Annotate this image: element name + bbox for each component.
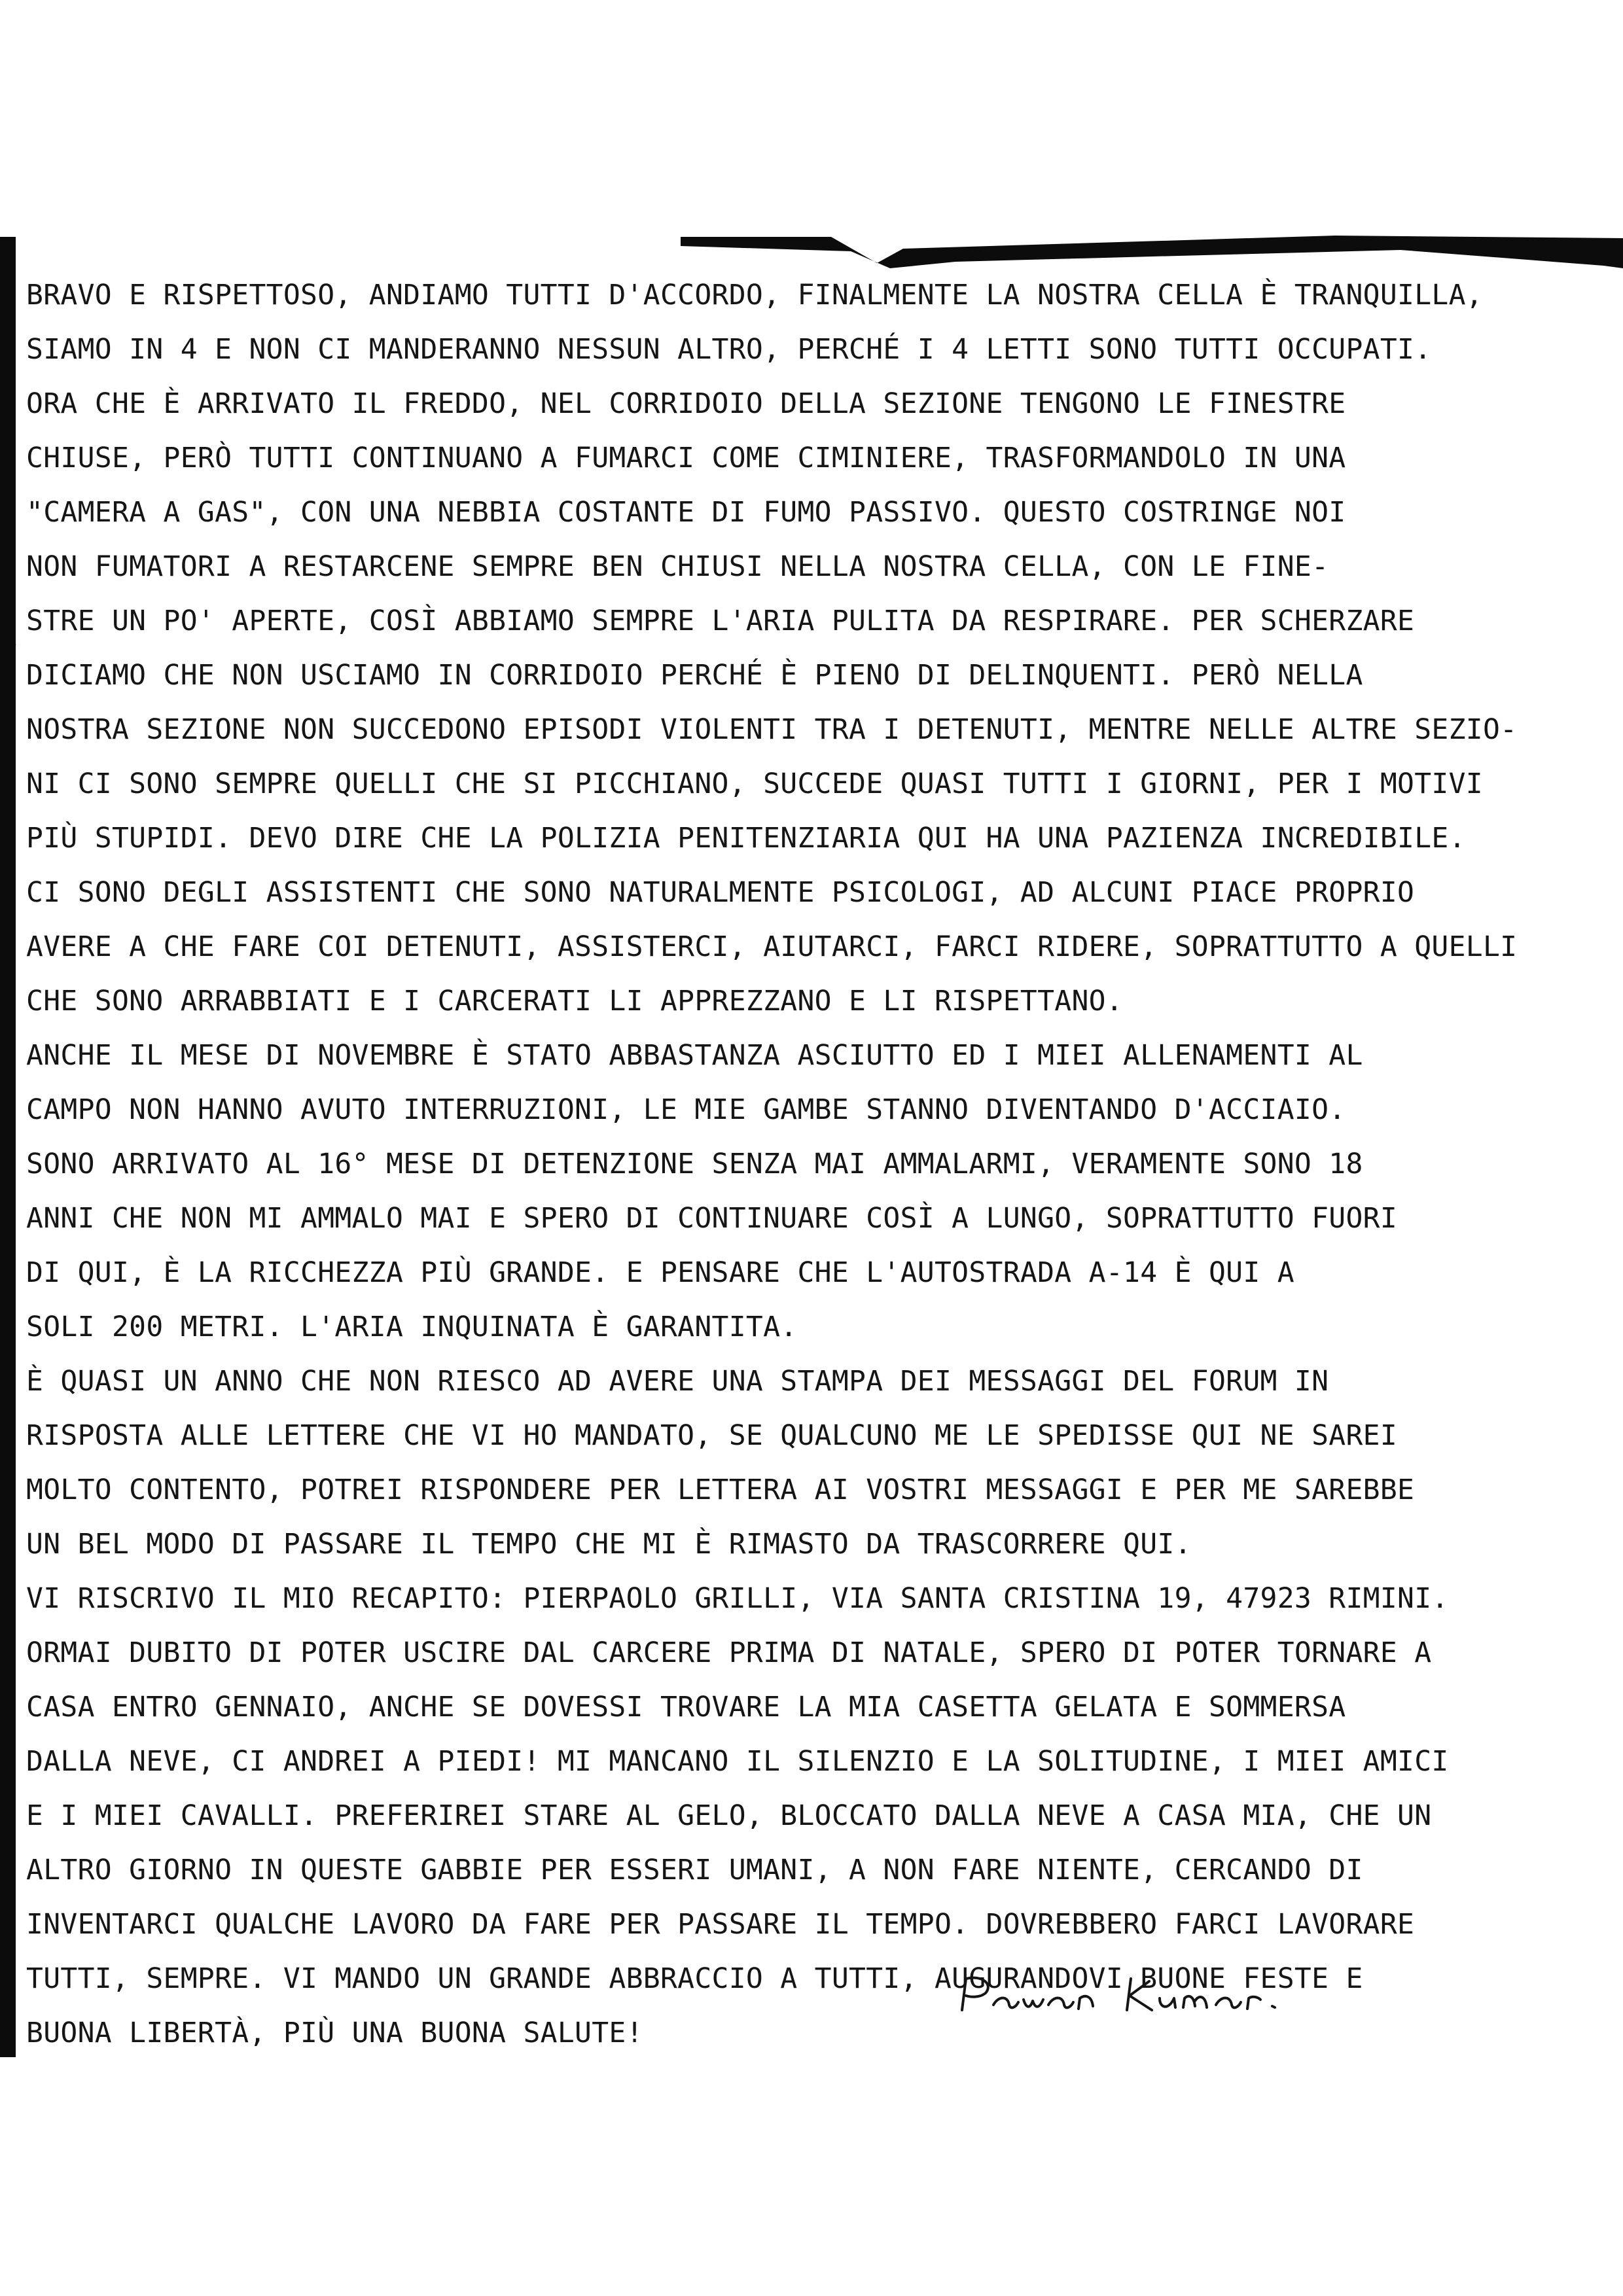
letter-line: STRE UN PO' APERTE, COSÌ ABBIAMO SEMPRE L'ARIA PULITA DA RESPIRARE. PER SCHERZARE <box>26 605 1415 637</box>
paper-top-edge-shadow <box>681 222 1623 268</box>
letter-line: CAMPO NON HANNO AVUTO INTERRUZIONI, LE MIE GAMBE STANNO DIVENTANDO D'ACCIAIO. <box>26 1093 1346 1126</box>
letter-line: CHE SONO ARRABBIATI E I CARCERATI LI APPREZZANO E LI RISPETTANO. <box>26 985 1124 1017</box>
letter-line: SOLI 200 METRI. L'ARIA INQUINATA È GARANTITA. <box>26 1311 798 1343</box>
paper-left-edge-shadow <box>0 237 16 2057</box>
letter-line: "CAMERA A GAS", CON UNA NEBBIA COSTANTE DI FUMO PASSIVO. QUESTO COSTRINGE NOI <box>26 496 1346 529</box>
letter-line: ORMAI DUBITO DI POTER USCIRE DAL CARCERE PRIMA DI NATALE, SPERO DI POTER TORNARE A <box>26 1636 1432 1669</box>
letter-body <box>26 268 1616 2061</box>
letter-line: BUONA LIBERTÀ, PIÙ UNA BUONA SALUTE! <box>26 2017 643 2049</box>
margin-mark-euro: € <box>1 788 18 818</box>
letter-line-address: VI RISCRIVO IL MIO RECAPITO: PIERPAOLO GRILLI, VIA SANTA CRISTINA 19, 47923 RIMINI. <box>26 1582 1449 1615</box>
letter-line: SONO ARRIVATO AL 16° MESE DI DETENZIONE SENZA MAI AMMALARMI, VERAMENTE SONO 18 <box>26 1148 1363 1180</box>
letter-line: NI CI SONO SEMPRE QUELLI CHE SI PICCHIANO, SUCCEDE QUASI TUTTI I GIORNI, PER I MOTIVI <box>26 768 1483 800</box>
letter-line: NON FUMATORI A RESTARCENE SEMPRE BEN CHIUSI NELLA NOSTRA CELLA, CON LE FINE- <box>26 550 1329 583</box>
letter-line: ALTRO GIORNO IN QUESTE GABBIE PER ESSERI UMANI, A NON FARE NIENTE, CERCANDO DI <box>26 1854 1363 1886</box>
handwritten-signature <box>955 1969 1322 2022</box>
letter-line: NOSTRA SEZIONE NON SUCCEDONO EPISODI VIOLENTI TRA I DETENUTI, MENTRE NELLE ALTRE SEZIO- <box>26 713 1518 746</box>
letter-line: ANNI CHE NON MI AMMALO MAI E SPERO DI CONTINUARE COSÌ A LUNGO, SOPRATTUTTO FUORI <box>26 1202 1398 1235</box>
letter-line: UN BEL MODO DI PASSARE IL TEMPO CHE MI È RIMASTO DA TRASCORRERE QUI. <box>26 1528 1192 1561</box>
letter-line: E I MIEI CAVALLI. PREFERIREI STARE AL GELO, BLOCCATO DALLA NEVE A CASA MIA, CHE UN <box>26 1799 1432 1832</box>
letter-line: BRAVO E RISPETTOSO, ANDIAMO TUTTI D'ACCORDO, FINALMENTE LA NOSTRA CELLA È TRANQUILLA, <box>26 279 1483 311</box>
letter-line: DI QUI, È LA RICCHEZZA PIÙ GRANDE. E PENSARE CHE L'AUTOSTRADA A-14 È QUI A <box>26 1256 1294 1289</box>
margin-marks <box>0 589 20 824</box>
letter-line: RISPOSTA ALLE LETTERE CHE VI HO MANDATO, SE QUALCUNO ME LE SPEDISSE QUI NE SAREI <box>26 1419 1398 1452</box>
letter-line: CI SONO DEGLI ASSISTENTI CHE SONO NATURALMENTE PSICOLOGI, AD ALCUNI PIACE PROPRIO <box>26 876 1415 909</box>
letter-line: SIAMO IN 4 E NON CI MANDERANNO NESSUN ALTRO, PERCHÉ I 4 LETTI SONO TUTTI OCCUPATI. <box>26 333 1432 366</box>
letter-line: CHIUSE, PERÒ TUTTI CONTINUANO A FUMARCI COME CIMINIERE, TRASFORMANDOLO IN UNA <box>26 442 1346 474</box>
margin-mark-dollar: $ <box>1 592 18 622</box>
letter-line: ORA CHE È ARRIVATO IL FREDDO, NEL CORRIDOIO DELLA SEZIONE TENGONO LE FINESTRE <box>26 387 1346 420</box>
letter-line: AVERE A CHE FARE COI DETENUTI, ASSISTERCI, AIUTARCI, FARCI RIDERE, SOPRATTUTTO A QUELLI <box>26 930 1518 963</box>
letter-line: PIÙ STUPIDI. DEVO DIRE CHE LA POLIZIA PENITENZIARIA QUI HA UNA PAZIENZA INCREDIBILE. <box>26 822 1466 855</box>
margin-mark-four: 4 <box>1 627 18 657</box>
letter-line: DALLA NEVE, CI ANDREI A PIEDI! MI MANCANO IL SILENZIO E LA SOLITUDINE, I MIEI AMICI <box>26 1745 1449 1778</box>
letter-line: MOLTO CONTENTO, POTREI RISPONDERE PER LETTERA AI VOSTRI MESSAGGI E PER ME SAREBBE <box>26 1474 1415 1506</box>
letter-line: DICIAMO CHE NON USCIAMO IN CORRIDOIO PERCHÉ È PIENO DI DELINQUENTI. PERÒ NELLA <box>26 659 1363 692</box>
letter-line: CASA ENTRO GENNAIO, ANCHE SE DOVESSI TROVARE LA MIA CASETTA GELATA E SOMMERSA <box>26 1691 1346 1723</box>
letter-line: È QUASI UN ANNO CHE NON RIESCO AD AVERE UNA STAMPA DEI MESSAGGI DEL FORUM IN <box>26 1365 1329 1398</box>
letter-line: INVENTARCI QUALCHE LAVORO DA FARE PER PASSARE IL TEMPO. DOVREBBERO FARCI LAVORARE <box>26 1908 1415 1941</box>
letter-line: TUTTI, SEMPRE. VI MANDO UN GRANDE ABBRACCIO A TUTTI, AUGURANDOVI BUONE FESTE E <box>26 1962 1363 1995</box>
letter-line: ANCHE IL MESE DI NOVEMBRE È STATO ABBASTANZA ASCIUTTO ED I MIEI ALLENAMENTI AL <box>26 1039 1363 1072</box>
